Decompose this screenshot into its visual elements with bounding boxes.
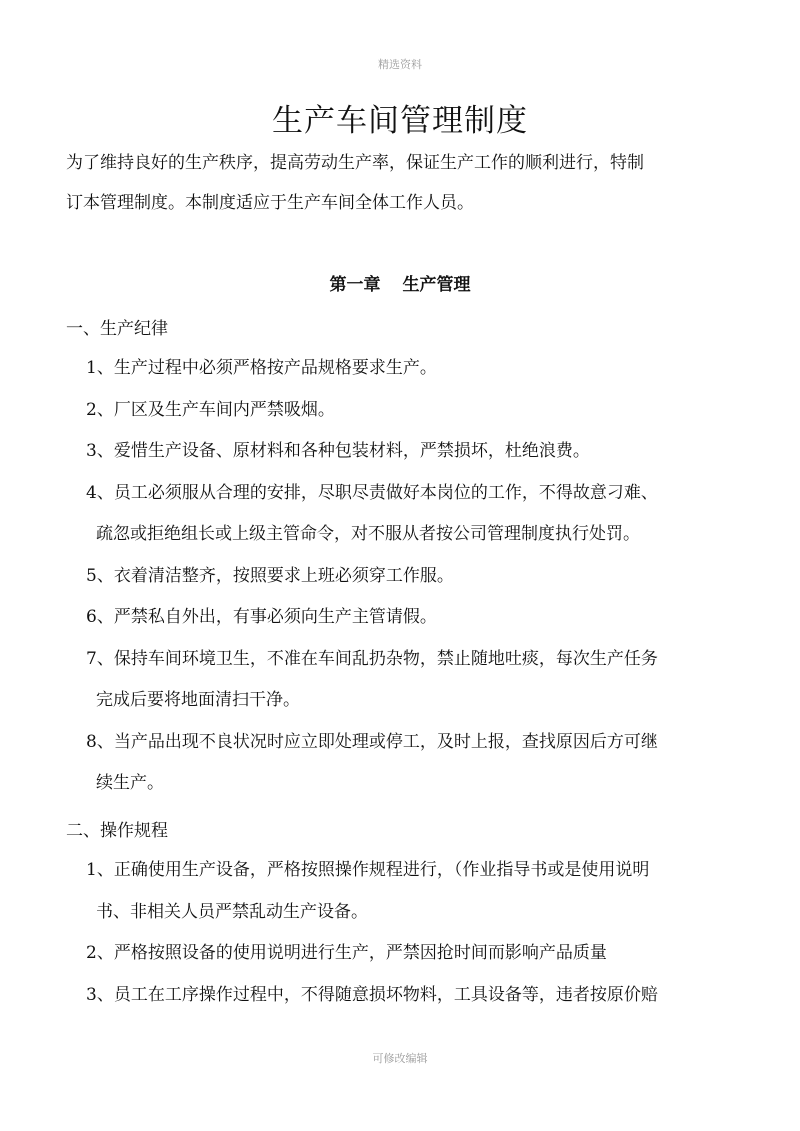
list-item-text: 3、爱惜生产设备、原材料和各种包装材料，严禁损坏，杜绝浪费。 <box>86 441 590 461</box>
chapter-title <box>0 270 800 295</box>
list-item <box>86 556 726 598</box>
list-item-continuation: 疏忽或拒绝组长或上级主管命令，对不服从者按公司管理制度执行处罚。 <box>96 524 640 544</box>
header-note: 精选资料 <box>378 58 422 71</box>
list-item-text: 1、正确使用生产设备，严格按照操作规程进行，（作业指导书或是使用说明 <box>86 860 650 880</box>
list-item-text: 4、员工必须服从合理的安排，尽职尽责做好本岗位的工作，不得故意刁难、 <box>86 482 658 503</box>
list-item-text: 8、当产品出现不良状况时应立即处理或停工，及时上报，查找原因后方可继 <box>86 731 658 752</box>
intro-line-1: 为了维持良好的生产秩序，提高劳动生产率，保证生产工作的顺利进行，特制 <box>66 153 644 173</box>
discipline-list <box>86 348 726 805</box>
list-item <box>86 933 726 975</box>
list-item-continuation: 书、非相关人员严禁乱动生产设备。 <box>96 901 368 922</box>
list-item-continuation: 续生产。 <box>96 773 164 793</box>
chapter-name: 生产管理 <box>402 275 471 295</box>
list-item <box>86 850 726 933</box>
list-item-text: 5、衣着清洁整齐，按照要求上班必须穿工作服。 <box>86 565 454 586</box>
list-item <box>86 473 726 556</box>
document-title: 生产车间管理制度 <box>272 103 528 139</box>
list-item-text: 6、严禁私自外出，有事必须向生产主管请假。 <box>86 607 437 627</box>
list-item <box>86 431 726 473</box>
list-item-text: 1、生产过程中必须严格按产品规格要求生产。 <box>86 358 437 378</box>
list-item-text: 7、保持车间环境卫生，不准在车间乱扔杂物，禁止随地吐痰，每次生产任务 <box>86 648 658 669</box>
section-heading-operation: 二、操作规程 <box>66 821 168 841</box>
list-item-continuation: 完成后要将地面清扫干净。 <box>96 690 300 710</box>
list-item-text: 2、厂区及生产车间内严禁吸烟。 <box>86 399 335 420</box>
list-item-text: 3、员工在工序操作过程中，不得随意损坏物料，工具设备等，违者按原价赔 <box>86 984 658 1005</box>
list-item <box>86 348 726 390</box>
chapter-label: 第一章 <box>329 275 381 295</box>
operation-list <box>86 850 726 1016</box>
list-item <box>86 390 726 432</box>
list-item-text: 2、严格按照设备的使用说明进行生产，严禁因抢时间而影响产品质量 <box>86 943 607 963</box>
list-item <box>86 597 726 639</box>
intro-paragraph <box>66 143 726 223</box>
intro-line-2: 订本管理制度。本制度适应于生产车间全体工作人员。 <box>66 193 474 213</box>
list-item <box>86 639 726 722</box>
section-heading-discipline: 一、生产纪律 <box>66 319 168 339</box>
list-item <box>86 722 726 805</box>
footer-note: 可修改编辑 <box>372 1052 428 1065</box>
list-item <box>86 975 726 1017</box>
